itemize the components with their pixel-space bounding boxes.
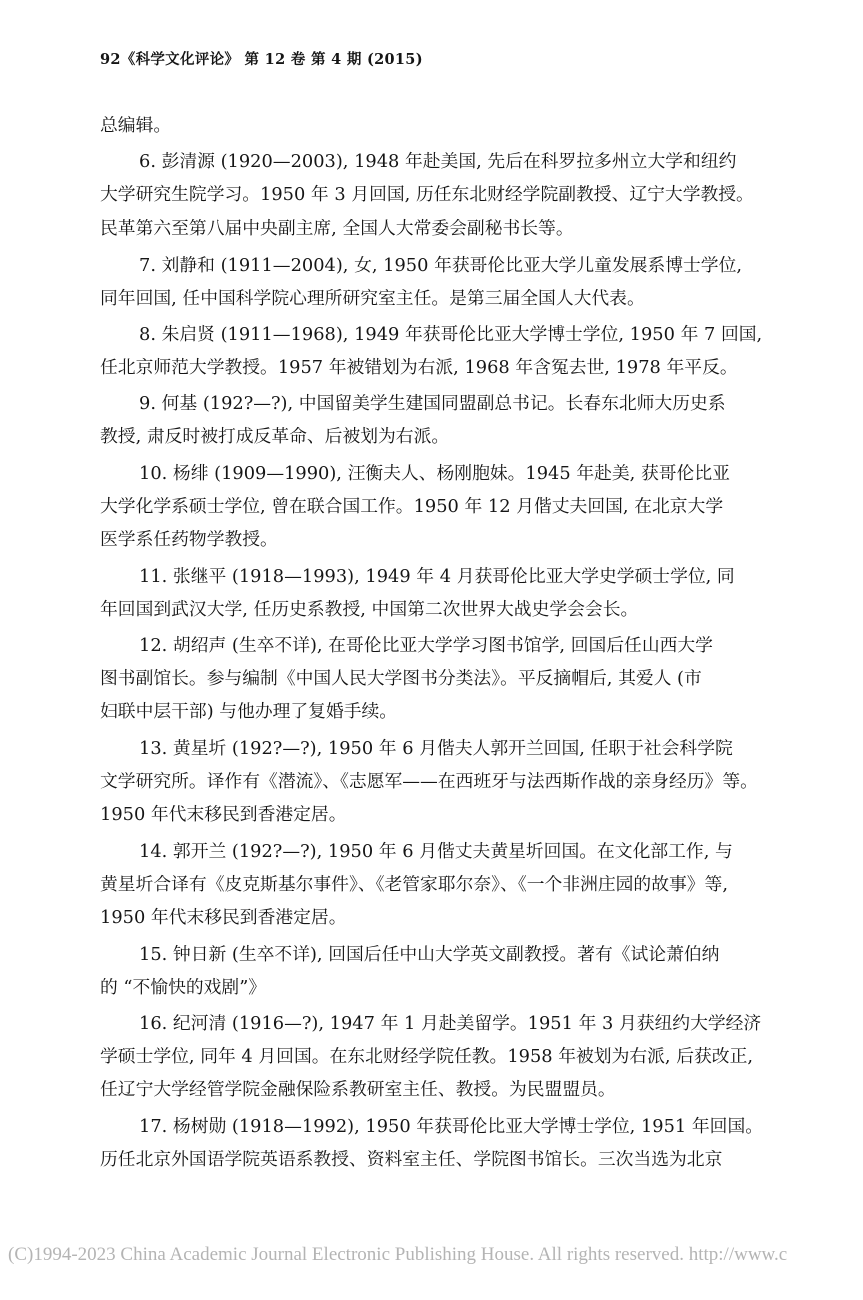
text-line: 11. 张继平 (1918—1993), 1949 年 4 月获哥伦比亚大学史学硕士学位, 同: [139, 566, 735, 587]
text-line: 年回国到武汉大学, 任历史系教授, 中国第二次世界大战史学会会长。: [100, 599, 639, 620]
text-line: 10. 杨绯 (1909—1990), 汪衡夫人、杨刚胞妹。1945 年赴美, 获哥伦比亚: [139, 463, 730, 484]
text-line: 16. 纪河清 (1916—?), 1947 年 1 月赴美留学。1951 年 3 月获纽约大学经济: [139, 1013, 762, 1034]
copyright-footer: (C)1994-2023 China Academic Journal Electronic Publishing House. All rights reserved. http://www.c: [8, 1244, 788, 1265]
text-line: 历任北京外国语学院英语系教授、资料室主任、学院图书馆长。三次当选为北京: [100, 1149, 723, 1170]
text-line: 13. 黄星圻 (192?—?), 1950 年 6 月偕夫人郭开兰回国, 任职于社会科学院: [139, 738, 733, 759]
text-line: 黄星圻合译有《皮克斯基尔事件》、《老管家耶尔奈》、《一个非洲庄园的故事》等,: [100, 874, 728, 895]
text-line: 民革第六至第八届中央副主席, 全国人大常委会副秘书长等。: [100, 218, 574, 239]
text-line: 1950 年代末移民到香港定居。: [100, 804, 347, 825]
text-line: 7. 刘静和 (1911—2004), 女, 1950 年获哥伦比亚大学儿童发展系博士学位,: [139, 255, 742, 276]
text-line: 14. 郭开兰 (192?—?), 1950 年 6 月偕丈夫黄星圻回国。在文化部工作, 与: [139, 841, 733, 862]
text-line: 大学研究生院学习。1950 年 3 月回国, 历任东北财经学院副教授、辽宁大学教授。: [100, 184, 754, 205]
text-line: 9. 何基 (192?—?), 中国留美学生建国同盟副总书记。长春东北师大历史系: [139, 393, 726, 414]
text-line: 总编辑。: [100, 115, 172, 136]
text-line: 文学研究所。译作有《潜流》、《志愿军——在西班牙与法西斯作战的亲身经历》等。: [100, 771, 758, 792]
text-line: 妇联中层干部) 与他办理了复婚手续。: [100, 701, 398, 722]
text-line: 的 “不愉快的戏剧”》: [100, 977, 267, 998]
text-line: 任北京师范大学教授。1957 年被错划为右派, 1968 年含冤去世, 1978 年平反。: [100, 357, 738, 378]
text-line: 同年回国, 任中国科学院心理所研究室主任。是第三届全国人大代表。: [100, 288, 645, 309]
text-line: 教授, 肃反时被打成反革命、后被划为右派。: [100, 426, 450, 447]
text-line: 8. 朱启贤 (1911—1968), 1949 年获哥伦比亚大学博士学位, 1950 年 7 回国,: [139, 324, 763, 345]
text-line: 任辽宁大学经管学院金融保险系教研室主任、教授。为民盟盟员。: [100, 1079, 616, 1100]
text-line: 17. 杨树勋 (1918—1992), 1950 年获哥伦比亚大学博士学位, 1951 年回国。: [139, 1116, 764, 1137]
text-line: 医学系任药物学教授。: [100, 529, 278, 550]
text-line: 大学化学系硕士学位, 曾在联合国工作。1950 年 12 月偕丈夫回国, 在北京大学: [100, 496, 724, 517]
text-line: 6. 彭清源 (1920—2003), 1948 年赴美国, 先后在科罗拉多州立大学和纽约: [139, 151, 737, 172]
text-line: 1950 年代末移民到香港定居。: [100, 907, 347, 928]
text-line: 图书副馆长。参与编制《中国人民大学图书分类法》。平反摘帽后, 其爱人 (市: [100, 668, 702, 689]
text-line: 15. 钟日新 (生卒不详), 回国后任中山大学英文副教授。著有《试论萧伯纳: [139, 944, 720, 965]
running-header: 92《科学文化评论》 第 12 卷 第 4 期 (2015): [100, 51, 423, 68]
text-line: 学硕士学位, 同年 4 月回国。在东北财经学院任教。1958 年被划为右派, 后获改正,: [100, 1046, 754, 1067]
text-line: 12. 胡绍声 (生卒不详), 在哥伦比亚大学学习图书馆学, 回国后任山西大学: [139, 635, 713, 656]
